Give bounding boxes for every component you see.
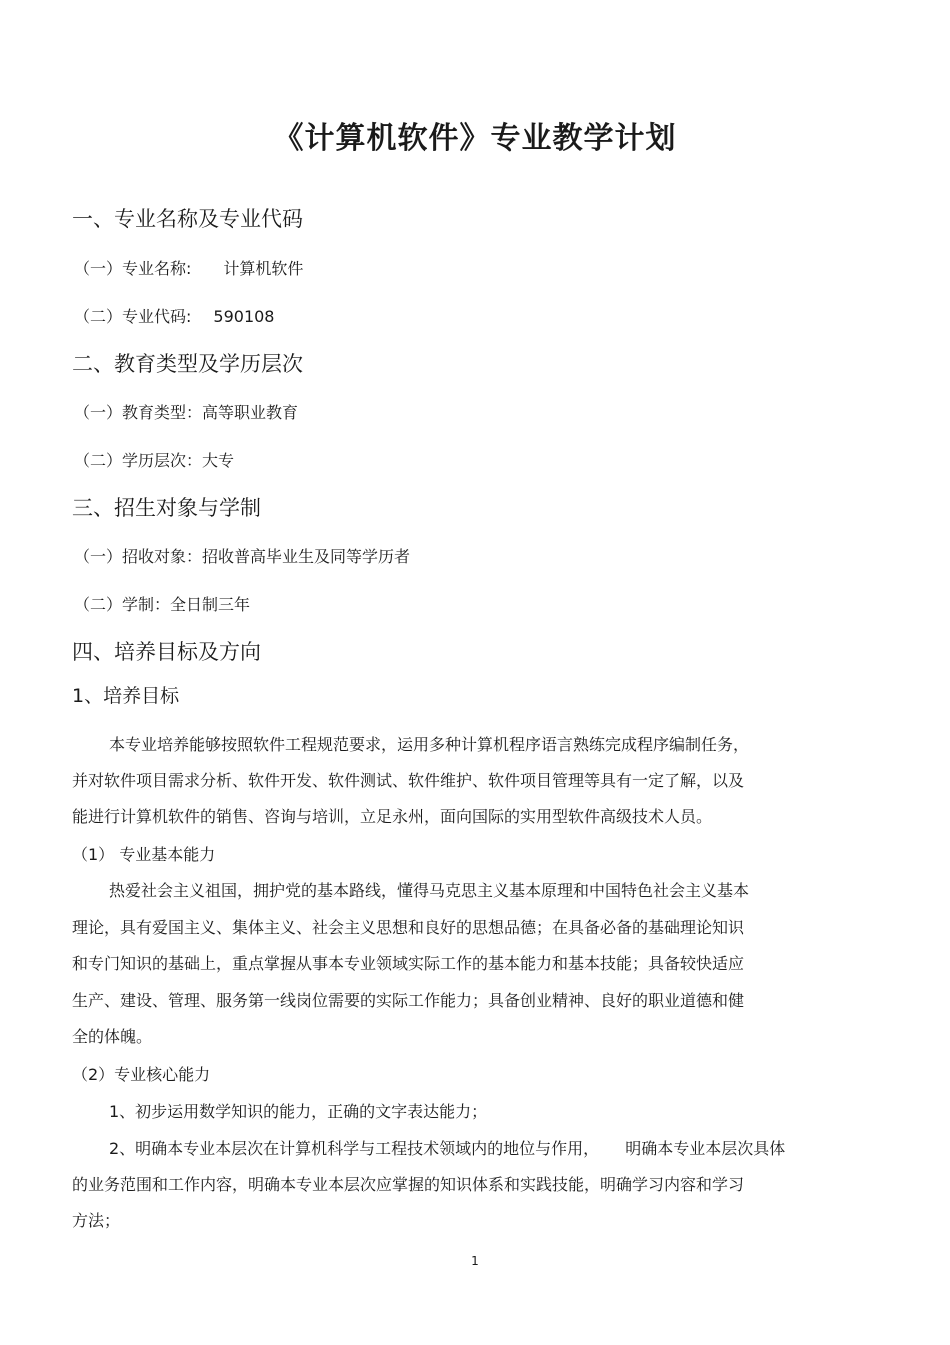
major-name-label: （一）专业名称: [74, 259, 192, 278]
education-type-line: （一）教育类型：高等职业教育 [74, 403, 299, 422]
major-code-line [74, 304, 274, 327]
training-goal-subheading: 1、培养目标 [72, 685, 180, 707]
core-ability-item-1: 1、初步运用数学知识的能力，正确的文字表达能力； [109, 1102, 488, 1121]
document-title: 《计算机软件》专业教学计划 [273, 121, 677, 156]
goal-paragraph-line: 本专业培养能够按照软件工程规范要求，运用多种计算机程序语言熟练完成程序编制任务， [109, 735, 750, 754]
major-code-label: （二）专业代码: [74, 307, 192, 326]
core-ability-item-2-line: 方法； [72, 1211, 121, 1230]
core-ability-item-2 [109, 1136, 785, 1159]
core-ability-item-2-part-1: 2、明确本专业本层次在计算机科学与工程技术领域内的地位与作用， [109, 1139, 600, 1158]
basic-ability-line: 生产、建设、管理、服务第一线岗位需要的实际工作能力；具备创业精神、良好的职业道德和健 [72, 991, 745, 1010]
core-ability-item-2-line: 的业务范围和工作内容，明确本专业本层次应掌握的知识体系和实践技能，明确学习内容和学习 [72, 1175, 745, 1194]
section-heading-1: 一、专业名称及专业代码 [72, 207, 303, 231]
section-heading-4: 四、培养目标及方向 [72, 640, 261, 664]
study-duration-line: （二）学制：全日制三年 [74, 595, 251, 614]
enrollment-target-line: （一）招收对象：招收普高毕业生及同等学历者 [74, 547, 411, 566]
major-code-value: 590108 [213, 307, 275, 326]
goal-paragraph-line: 并对软件项目需求分析、软件开发、软件测试、软件维护、软件项目管理等具有一定了解，以及 [72, 771, 745, 790]
section-heading-2: 二、教育类型及学历层次 [72, 352, 303, 376]
core-ability-label: （2）专业核心能力 [72, 1065, 211, 1084]
major-name-value: 计算机软件 [223, 259, 304, 278]
basic-ability-line: 热爱社会主义祖国，拥护党的基本路线，懂得马克思主义基本原理和中国特色社会主义基本 [109, 881, 750, 900]
education-level-line: （二）学历层次：大专 [74, 451, 235, 470]
section-heading-3: 三、招生对象与学制 [72, 496, 261, 520]
page-number: 1 [471, 1254, 479, 1268]
basic-ability-label: （1） 专业基本能力 [72, 845, 216, 864]
basic-ability-line: 理论，具有爱国主义、集体主义、社会主义思想和良好的思想品德；在具备必备的基础理论知识 [72, 918, 745, 937]
basic-ability-line: 和专门知识的基础上，重点掌握从事本专业领域实际工作的基本能力和基本技能；具备较快适应 [72, 954, 745, 973]
basic-ability-line: 全的体魄。 [72, 1027, 153, 1046]
core-ability-item-2-part-2: 明确本专业本层次具体 [625, 1139, 786, 1158]
goal-paragraph-line: 能进行计算机软件的销售、咨询与培训，立足永州，面向国际的实用型软件高级技术人员。 [72, 807, 713, 826]
major-name-line [74, 256, 303, 279]
